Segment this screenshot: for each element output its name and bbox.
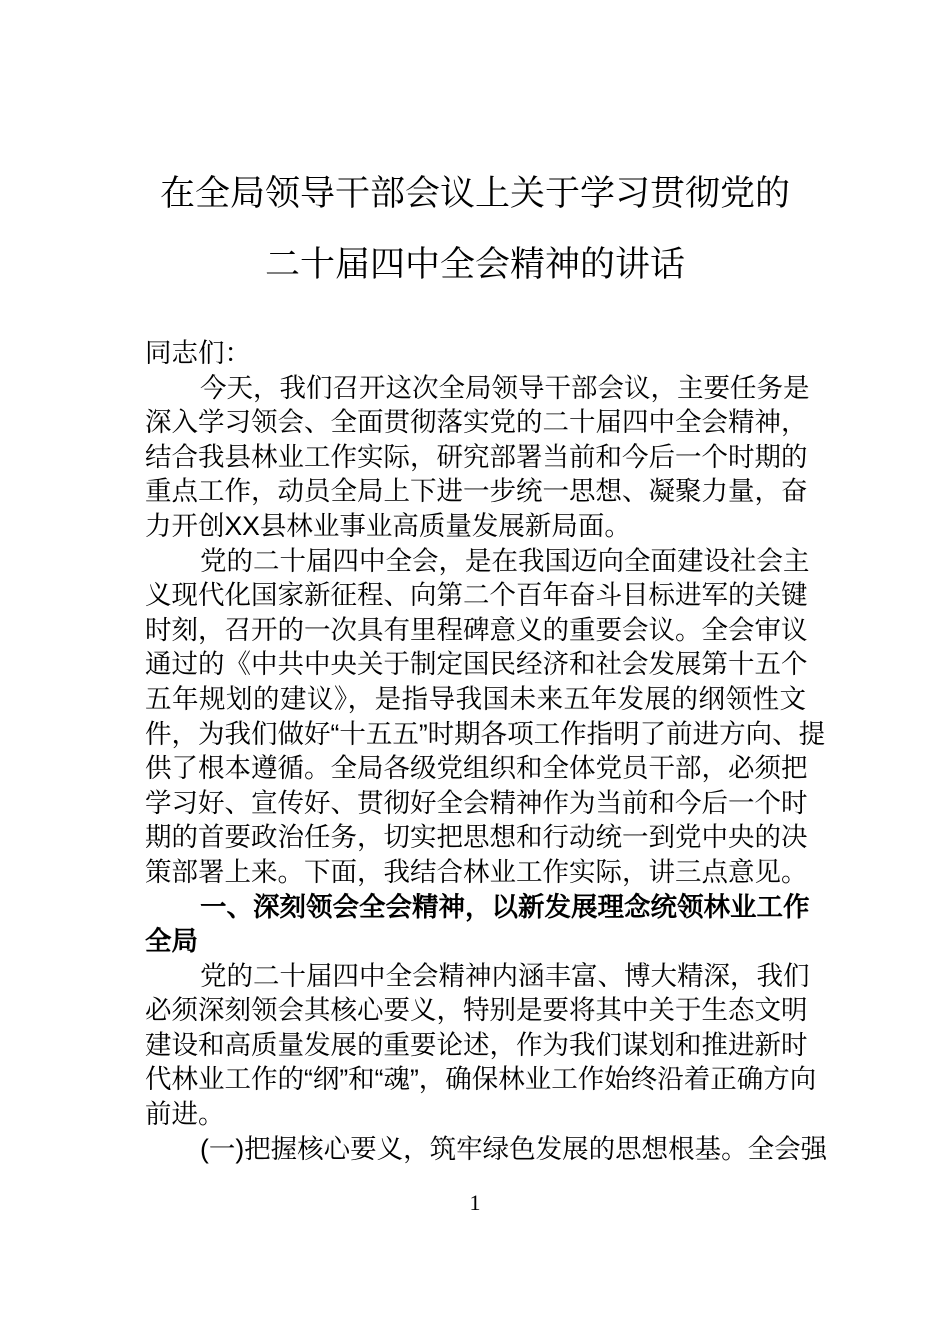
text-line: 重点工作，动员全局上下进一步统一思想、凝聚力量，奋 bbox=[145, 476, 808, 507]
document-title-line-1: 在全局领导干部会议上关于学习贯彻党的 bbox=[159, 174, 790, 213]
section-heading: 一、深刻领会全会精神，以新发展理念统领林业工作 bbox=[200, 891, 810, 922]
text-line: 力开创XX县林业事业高质量发展新局面。 bbox=[145, 510, 631, 541]
text-line: 今天，我们召开这次全局领导干部会议，主要任务是 bbox=[200, 372, 810, 403]
text-line: 学习好、宣传好、贯彻好全会精神作为当前和今后一个时 bbox=[145, 787, 808, 818]
text-line: 通过的《中共中央关于制定国民经济和社会发展第十五个 bbox=[145, 649, 808, 680]
section-heading: 全局 bbox=[145, 926, 198, 957]
text-line: 前进。 bbox=[145, 1099, 225, 1130]
document-body bbox=[145, 336, 828, 1166]
text-line: 深入学习领会、全面贯彻落实党的二十届四中全会精神， bbox=[145, 407, 808, 438]
text-line: 建设和高质量发展的重要论述，作为我们谋划和推进新时 bbox=[145, 1029, 808, 1060]
document-title-line-2: 二十届四中全会精神的讲话 bbox=[264, 245, 685, 284]
text-line: 结合我县林业工作实际，研究部署当前和今后一个时期的 bbox=[145, 441, 808, 472]
text-line: 时刻，召开的一次具有里程碑意义的重要会议。全会审议 bbox=[145, 614, 808, 645]
text-line: 五年规划的建议》，是指导我国未来五年发展的纲领性文 bbox=[145, 683, 806, 714]
text-line: 件，为我们做好“十五五”时期各项工作指明了前进方向、提 bbox=[145, 718, 826, 749]
text-line: 义现代化国家新征程、向第二个百年奋斗目标进军的关键 bbox=[145, 580, 808, 611]
text-line: 党的二十届四中全会，是在我国迈向全面建设社会主 bbox=[200, 545, 810, 576]
text-line: 策部署上来。下面，我结合林业工作实际，讲三点意见。 bbox=[145, 856, 808, 887]
page-number: 1 bbox=[469, 1190, 481, 1215]
subsection-line: (一)把握核心要义，筑牢绿色发展的思想根基。全会强 bbox=[200, 1133, 828, 1164]
salutation: 同志们： bbox=[145, 338, 251, 368]
text-line: 必须深刻领会其核心要义，特别是要将其中关于生态文明 bbox=[145, 995, 808, 1026]
text-line: 党的二十届四中全会精神内涵丰富、博大精深，我们 bbox=[200, 960, 810, 991]
text-line: 供了根本遵循。全局各级党组织和全体党员干部，必须把 bbox=[145, 753, 808, 784]
text-line: 代林业工作的“纲”和“魂”，确保林业工作始终沿着正确方向 bbox=[145, 1064, 817, 1095]
text-line: 期的首要政治任务，切实把思想和行动统一到党中央的决 bbox=[145, 822, 808, 853]
